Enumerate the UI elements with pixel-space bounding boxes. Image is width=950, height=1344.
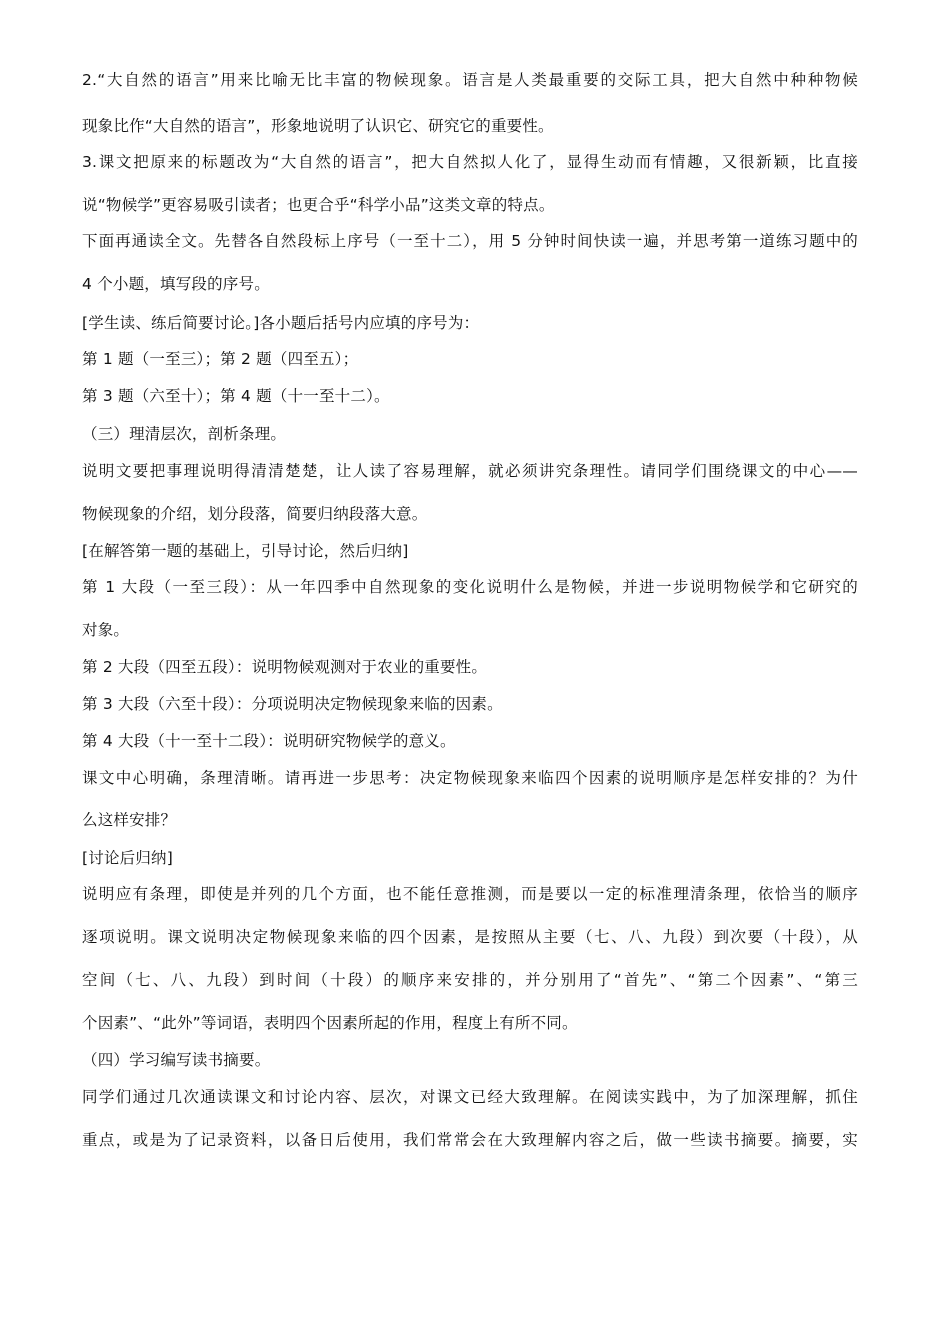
paragraph-line: 第 4 大段（十一至十二段）：说明研究物候学的意义。: [82, 732, 456, 750]
paragraph-line: 说明文要把事理说明得清清楚楚，让人读了容易理解，就必须讲究条理性。请同学们围绕课文的中心——: [82, 462, 858, 480]
paragraph-line: 3.课文把原来的标题改为“大自然的语言”，把大自然拟人化了，显得生动而有情趣，又很新颖，比直接: [82, 153, 858, 171]
paragraph-line: 第 1 题（一至三）；第 2 题（四至五）；: [82, 350, 359, 368]
paragraph-line: 个因素”、“此外”等词语，表明四个因素所起的作用，程度上有所不同。: [82, 1014, 578, 1032]
section-heading: （四）学习编写读书摘要。: [82, 1051, 271, 1069]
paragraph-line: [学生读、练后简要讨论。]各小题后括号内应填的序号为：: [82, 314, 480, 332]
paragraph-line: 物候现象的介绍，划分段落，简要归纳段落大意。: [82, 505, 428, 523]
paragraph-line: 现象比作“大自然的语言”，形象地说明了认识它、研究它的重要性。: [82, 117, 554, 135]
paragraph-line: 第 1 大段（一至三段）：从一年四季中自然现象的变化说明什么是物候，并进一步说明物候学和它研究的: [82, 578, 858, 596]
paragraph-line: 2.“大自然的语言”用来比喻无比丰富的物候现象。语言是人类最重要的交际工具，把大自然中种种物候: [82, 71, 858, 89]
paragraph-line: 4 个小题，填写段的序号。: [82, 275, 270, 293]
paragraph-line: 说明应有条理，即使是并列的几个方面，也不能任意推测，而是要以一定的标准理清条理，依恰当的顺序: [82, 885, 858, 903]
paragraph-line: 空间（七、八、九段）到时间（十段）的顺序来安排的，并分别用了“首先”、“第二个因素”、“第三: [82, 971, 858, 989]
paragraph-line: 说“物候学”更容易吸引读者；也更合乎“科学小品”这类文章的特点。: [82, 196, 555, 214]
paragraph-line: 逐项说明。课文说明决定物候现象来临的四个因素，是按照从主要（七、八、九段）到次要（十段），从: [82, 928, 858, 946]
paragraph-line: [讨论后归纳]: [82, 849, 173, 867]
paragraph-line: 重点，或是为了记录资料，以备日后使用，我们常常会在大致理解内容之后，做一些读书摘要。摘要，实: [82, 1131, 858, 1149]
paragraph-line: 第 3 题（六至十）；第 4 题（十一至十二）。: [82, 387, 390, 405]
section-heading: （三）理清层次，剖析条理。: [82, 425, 287, 443]
paragraph-line: 对象。: [82, 621, 130, 639]
paragraph-line: 下面再通读全文。先替各自然段标上序号（一至十二），用 5 分钟时间快读一遍，并思考第一道练习题中的: [82, 232, 858, 250]
paragraph-line: [在解答第一题的基础上，引导讨论，然后归纳]: [82, 542, 409, 560]
paragraph-line: 课文中心明确，条理清晰。请再进一步思考：决定物候现象来临四个因素的说明顺序是怎样安排的？为什: [82, 769, 858, 787]
paragraph-line: 第 2 大段（四至五段）：说明物候观测对于农业的重要性。: [82, 658, 488, 676]
paragraph-line: 第 3 大段（六至十段）：分项说明决定物候现象来临的因素。: [82, 695, 503, 713]
paragraph-line: 同学们通过几次通读课文和讨论内容、层次，对课文已经大致理解。在阅读实践中，为了加深理解，抓住: [82, 1088, 858, 1106]
paragraph-line: 么这样安排？: [82, 811, 177, 829]
